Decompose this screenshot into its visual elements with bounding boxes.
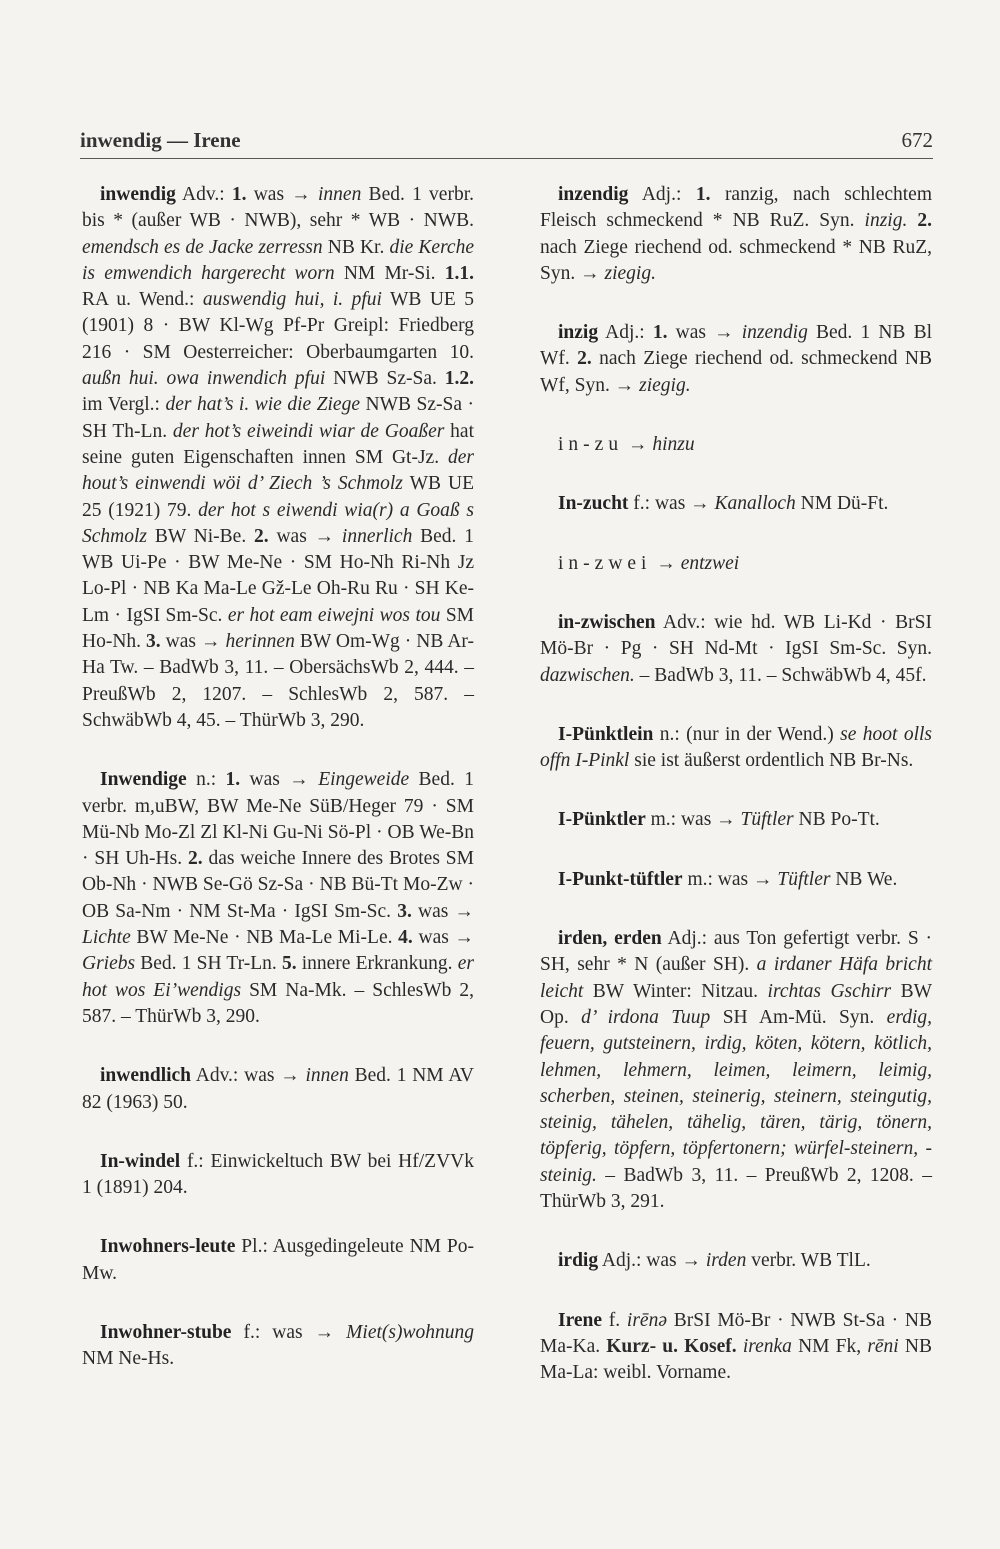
dictionary-entry <box>82 1149 474 1202</box>
entry-headword: in-zwischen <box>558 611 656 633</box>
entry-headword: inwendlich <box>100 1065 192 1087</box>
entry-headword: I-Punkt-tüftler <box>558 868 683 890</box>
entry-body: Adv.: wie hd. WB Li-Kd · BrSI Mö-Br · Pg · SH Nd-Mt · IgSI Sm-Sc. Syn. dazwischen. – BadWb 3, 11. – SchwäbWb 4, 45f. <box>540 611 932 686</box>
entry-body: in-zu → hinzu <box>558 434 695 456</box>
dictionary-entry <box>82 1063 474 1116</box>
dictionary-entry <box>82 182 474 734</box>
dictionary-entry <box>540 432 932 458</box>
page-number: 672 <box>901 128 933 152</box>
entry-headword: Inwohners-leute <box>100 1236 236 1258</box>
entry-body: m.: was → Tüftler NB We. <box>682 868 898 890</box>
entry-body: f.: was → Kanalloch NM Dü-Ft. <box>628 493 889 515</box>
entry-headword: I-Pünktlein <box>558 723 654 745</box>
entry-headword: Inwohner-stube <box>100 1321 232 1343</box>
entry-body: Pl.: Ausgedingeleute NM Po-Mw. <box>82 1236 474 1284</box>
entry-headword: inwendig <box>100 184 176 205</box>
entry-body: m.: was → Tüftler NB Po-Tt. <box>645 809 880 831</box>
entry-body: Adj.: 1. ranzig, nach schlechtem Fleisch schmeckend * NB RuZ. Syn. inzig. 2. nach Ziege riechend od. schmeckend * NB RuZ, Syn. → ziegig. <box>540 184 933 284</box>
entry-body: n.: (nur in der Wend.) se hoot olls offn I-Pinkl sie ist äußerst ordentlich NB Br-Ns. <box>540 723 932 772</box>
entry-body: f. irēnə BrSI Mö-Br · NWB St-Sa · NB Ma-Ka. Kurz- u. Kosef. irenka NM Fk, rēni NB Ma-La: weibl. Vorname. <box>540 1309 932 1384</box>
dictionary-entry <box>82 1234 474 1287</box>
dictionary-entry <box>540 1308 932 1387</box>
dictionary-entry <box>82 1320 474 1373</box>
entry-headword: In-windel <box>100 1150 181 1172</box>
dictionary-entry <box>540 926 932 1215</box>
dictionary-entry <box>540 551 932 577</box>
dictionary-entry <box>540 491 932 517</box>
entry-headword: I-Pünktler <box>558 809 646 831</box>
right-column <box>540 182 932 1420</box>
entry-body: in-zwei → entzwei <box>558 552 740 574</box>
entry-body: Adj.: 1. was → inzendig Bed. 1 NB Bl Wf. 2. nach Ziege riechend od. schmeckend NB Wf, Syn. → ziegig. <box>540 322 932 396</box>
entry-headword: Irene <box>558 1309 603 1331</box>
dictionary-entry <box>540 320 932 399</box>
dictionary-entry <box>540 610 932 689</box>
entry-body: n.: 1. was → Eingeweide Bed. 1 verbr. m,uBW, BW Me-Ne SüB/Heger 79 · SM Mü-Nb Mo-Zl Zl Kl-Ni Gu-Ni Sö-Pl · OB We-Bn · SH Uh-Hs. 2. das weiche Innere des Brotes SM Ob-Nh · NWB Se-Gö Sz-Sa · NB Bü-Tt Mo-Zw · OB Sa-Nm · NM St-Ma · IgSI Sm-Sc. 3. was → Lichte BW Me-Ne · NB Ma-Le Mi-Le. 4. was → Griebs Bed. 1 SH Tr-Ln. 5. innere Erkrankung. er hot wos Ei’wendigs SM Na-Mk. – SchlesWb 2, 587. – ThürWb 3, 290. <box>82 769 474 1027</box>
entry-headword: In-zucht <box>558 493 629 515</box>
entry-headword: Inwendige <box>100 769 187 791</box>
header-title: inwendig — Irene <box>80 128 241 152</box>
left-column <box>82 182 474 1406</box>
entry-headword: inzendig <box>558 184 629 205</box>
entry-body: f.: was → Miet(s)wohnung NM Ne-Hs. <box>82 1321 474 1370</box>
entry-body: Adj.: aus Ton gefertigt verbr. S · SH, sehr * N (außer SH). a irdaner Häfa bricht leicht BW Winter: Nitzau. irchtas Gschirr BW Op. d’ irdona Tuup SH Am-Mü. Syn. erdig, feuern, gutsteinern, irdig, köten, kötern, kötlich, lehmen, lehmern, leimen, leimern, leimig, scherben, steinen, steinerig, steinern, steingutig, steinig, tähelen, tähelig, tären, tärig, tönern, töpferig, töpfern, töpfertonern; würfel-steinern, -steinig. – BadWb 3, 11. – PreußWb 2, 1208. – ThürWb 3, 291. <box>540 928 933 1213</box>
entry-headword: irden, erden <box>558 928 662 950</box>
dictionary-entry <box>540 1248 932 1274</box>
entry-headword: irdig <box>558 1250 599 1272</box>
entry-body: Adv.: was → innen Bed. 1 NM AV 82 (1963) 50. <box>82 1065 474 1113</box>
running-header <box>80 128 933 159</box>
dictionary-entry <box>82 767 474 1030</box>
entry-body: f.: Einwickeltuch BW bei Hf/ZVVk 1 (1891) 204. <box>82 1150 474 1199</box>
dictionary-entry <box>540 182 932 287</box>
entry-body: Adv.: 1. was → innen Bed. 1 verbr. bis * (außer WB · NWB), sehr * WB · NWB. emendsch es de Jacke zerressn NB Kr. die Kerche is emwendich hargerecht worn NM Mr-Si. 1.1. RA u. Wend.: auswendig hui, i. pfui WB UE 5 (1901) 8 · BW Kl-Wg Pf-Pr Greipl: Friedberg 216 · SM Oesterreicher: Oberbaumgarten 10. außn hui. owa inwendich pfui NWB Sz-Sa. 1.2. im Vergl.: der hat’s i. wie die Ziege NWB Sz-Sa · SH Th-Ln. der hot’s eiweindi wiar de Goaßer hat seine guten Eigenschaften innen SM Gt-Jz. der hout’s einwendi wöi d’ Ziech ’s Schmolz WB UE 25 (1921) 79. der hot s eiwendi wia(r) a Goaß s Schmolz BW Ni-Be. 2. was → innerlich Bed. 1 WB Ui-Pe · BW Me-Ne · SM Ho-Nh Ri-Nh Jz Lo-Pl · NB Ka Ma-Le Gž-Le Oh-Ru Ru · SH Ke-Lm · IgSI Sm-Sc. er hot eam eiwejni wos tou SM Ho-Nh. 3. was → herinnen BW Om-Wg · NB Ar-Ha Tw. – BadWb 3, 11. – ObersächsWb 2, 444. – PreußWb 2, 1207. – SchlesWb 2, 587. – SchwäbWb 4, 45. – ThürWb 3, 290. <box>82 184 475 731</box>
dictionary-entry <box>540 867 932 893</box>
dictionary-entry <box>540 722 932 775</box>
dictionary-entry <box>540 807 932 833</box>
entry-headword: inzig <box>558 322 599 344</box>
entry-body: Adj.: was → irden verbr. WB TlL. <box>598 1250 871 1272</box>
